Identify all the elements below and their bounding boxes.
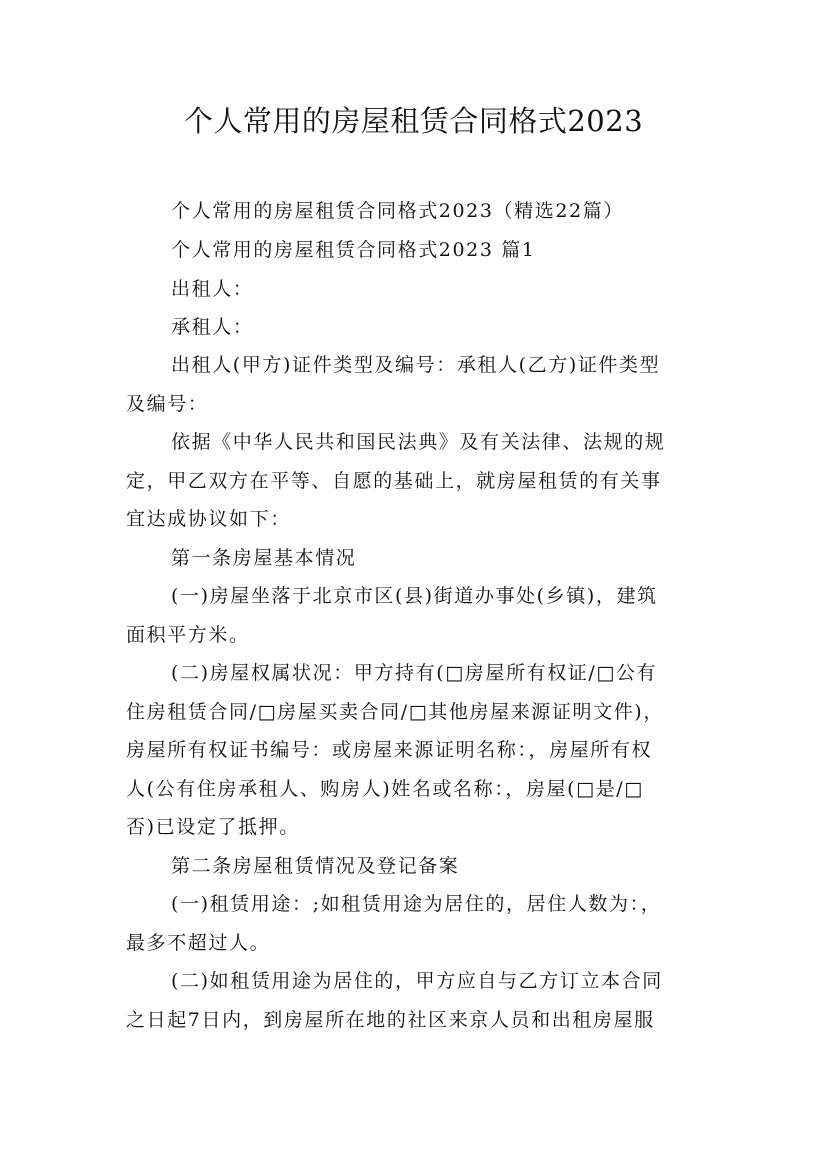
paragraph-line: (一)租赁用途：;如租赁用途为居住的，居住人数为：，: [171, 893, 662, 915]
section-heading: 第二条房屋租赁情况及登记备案: [171, 855, 460, 877]
paragraph-line: (二)如租赁用途为居住的，甲方应自与乙方订立本合同: [171, 970, 663, 992]
paragraph-line: 否)已设定了抵押。: [126, 816, 300, 838]
paragraph-line: (二)房屋权属状况：甲方持有(□房屋所有权证/□公有: [171, 662, 658, 684]
paragraph-line: (一)房屋坐落于北京市区(县)街道办事处(乡镇)，建筑: [171, 585, 658, 607]
paragraph-line: 宜达成协议如下：: [126, 508, 291, 530]
paragraph-line: 最多不超过人。: [126, 932, 271, 954]
paragraph-line: 个人常用的房屋租赁合同格式2023 篇1: [171, 239, 536, 261]
paragraph-line: 依据《中华人民共和国民法典》及有关法律、法规的规: [171, 431, 666, 453]
paragraph-line: 人(公有住房承租人、购房人)姓名或名称：，房屋(□是/□: [126, 778, 644, 800]
document-title: 个人常用的房屋租赁合同格式2023: [183, 104, 644, 138]
paragraph-line: 及编号：: [126, 393, 209, 415]
paragraph-line: 面积平方米。: [126, 624, 250, 646]
paragraph-line: 之日起7日内，到房屋所在地的社区来京人员和出租房屋服: [126, 1009, 655, 1031]
paragraph-line: 房屋所有权证书编号：或房屋来源证明名称：，房屋所有权: [126, 739, 653, 761]
paragraph-line: 住房租赁合同/□房屋买卖合同/□其他房屋来源证明文件)，: [126, 701, 664, 723]
paragraph-line: 出租人(甲方)证件类型及编号：承租人(乙方)证件类型: [171, 354, 661, 376]
paragraph-line: 承租人：: [171, 316, 254, 338]
paragraph-line: 出租人：: [171, 278, 254, 300]
section-heading: 第一条房屋基本情况: [171, 547, 357, 569]
paragraph-line: 个人常用的房屋租赁合同格式2023（精选22篇）: [171, 200, 624, 222]
paragraph-line: 定，甲乙双方在平等、自愿的基础上，就房屋租赁的有关事: [126, 470, 662, 492]
